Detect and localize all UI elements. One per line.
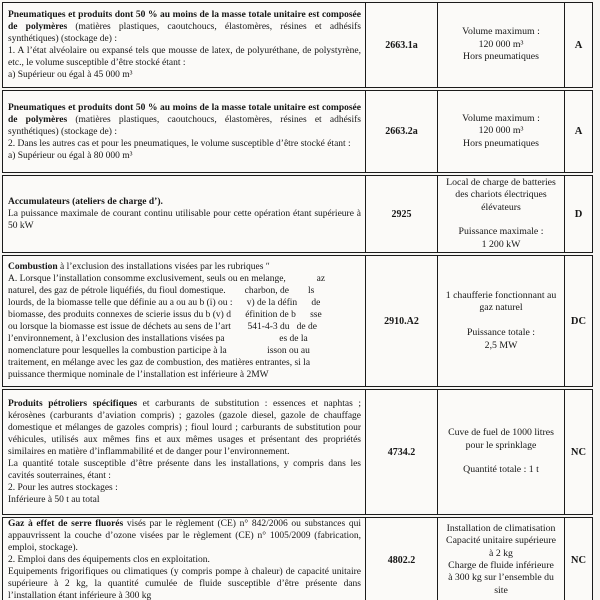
rubrique-number-text: 2663.2a — [385, 126, 418, 137]
classement-code-text: A — [574, 126, 583, 137]
details-line — [500, 214, 502, 226]
table-row — [2, 517, 593, 600]
details-line: Charge de fluide inférieure — [448, 560, 554, 571]
rubrique-number — [365, 390, 437, 514]
description-text: l’environnement, à l’exclusion des installations visées pa es de la — [8, 334, 308, 344]
description-text — [8, 196, 361, 208]
details-line: des chariots électriques — [455, 189, 547, 201]
description-lead-bold: Gaz à effet de serre fluorés — [8, 519, 124, 529]
details-line: gaz naturel — [479, 302, 523, 314]
rubrique-number — [365, 91, 437, 172]
classement-code — [564, 3, 592, 87]
classement-code — [564, 390, 592, 514]
classement-code — [564, 518, 592, 600]
row-description — [3, 91, 365, 172]
details-line: 1 chaufferie fonctionnant au — [445, 289, 557, 301]
details-line: Cuve de fuel de 1000 litres — [448, 427, 554, 439]
description-text: 2. Pour les autres stockages : — [8, 483, 118, 493]
description-text: Equipements frigorifiques ou climatiques (y compris pompe à chaleur) de capacité unitaire supérieure à 2 kg, la quantité cumulée de fluide susceptible d’être présente dans l’installation étant inférieure à 300 kg — [8, 567, 361, 600]
description-text: nomenclature pour lesquelles la combustion participe à la isson ou au — [8, 346, 310, 356]
details-line: à 2 kg — [489, 547, 513, 559]
classement-code-text: NC — [570, 446, 587, 458]
description-text: Pneumatiques et produits dont 50 % au moins de la masse totale unitaire est composée de polymères (matières plastiques, caoutchoucs, élastomères, résines et adhésifs synthétiques) (stockage de) : — [8, 102, 362, 137]
description-text: ou lorsque la biomasse est issue de déchets au sens de l’art 541-4-3 du de de — [8, 322, 317, 332]
details-line: Volume maximum : — [462, 112, 540, 124]
classement-code — [564, 256, 592, 386]
classement-code — [564, 91, 592, 172]
description-text: puissance thermique nominale de l’installation est inférieure à 2MW — [8, 370, 269, 380]
row-details — [437, 176, 564, 252]
table-row — [2, 255, 593, 387]
rubrique-number — [365, 3, 437, 87]
row-description — [3, 518, 365, 600]
table-row — [2, 389, 593, 515]
description-text: Combustion à l’exclusion des installations visées par les rubriques ʺ — [8, 262, 270, 272]
details-line: élévateurs — [481, 201, 521, 213]
classement-code-text: DC — [570, 315, 587, 327]
description-lead-bold: Pneumatiques et produits dont 50 % au moins de la masse totale unitaire est composée de polymères — [8, 102, 361, 125]
table-row — [2, 2, 593, 88]
details-line: 1 200 kW — [481, 238, 521, 250]
rubrique-number — [365, 176, 437, 252]
classement-code-text: A — [574, 39, 583, 51]
details-line: Installation de climatisation — [446, 522, 556, 534]
row-details — [437, 256, 564, 386]
description-lead-bold: Produits pétroliers spécifiques — [8, 399, 138, 409]
details-line: Volume maximum : — [462, 26, 540, 38]
details-line: 120 000 m³ — [478, 38, 524, 50]
description-text: 1. A l’état alvéolaire ou expansé tels que mousse de latex, de polyuréthane, de polystyrène, etc., le volume susceptible d’être stocké étant : — [8, 46, 361, 68]
description-text: A. Lorsque l’installation consomme exclusivement, seuls ou en melange, az — [8, 274, 326, 284]
table-row — [2, 90, 593, 173]
rubrique-number — [365, 256, 437, 386]
rubrique-number-text: 2910.A2 — [384, 315, 419, 327]
row-description — [3, 390, 365, 514]
details-line: Hors pneumatiques — [463, 51, 539, 63]
details-line: Quantité totale : 1 t — [463, 464, 539, 476]
row-details — [437, 390, 564, 514]
rubrique-number-text: 2925 — [391, 208, 412, 220]
description-text: Produits pétroliers spécifiques et carburants de substitution : essences et naphtas ; kérosènes (carburants d’aviation compris) ; gazoles (gazole diesel, gazole de chauffage domestique et mélanges de gazoles compris) ; fioul lourd ; carburants de substitution pour véhicules, utilisés aux mêmes fins et aux mêmes usages et présentant des propriétés similaires en matière d’inflammabilité et de danger pour l’environnement. — [8, 399, 361, 457]
description-text: Pneumatiques et produits dont 50 % au moins de la masse totale unitaire est composée de polymères (matières plastiques, caoutchoucs, élastomères, résines et adhésifs synthétiques) (stockage de) : — [8, 10, 362, 44]
row-description — [3, 3, 365, 87]
classement-code-text: D — [574, 208, 583, 220]
description-lead-bold: Accumulateurs (ateliers de charge d’). — [8, 197, 163, 207]
classement-code — [564, 176, 592, 252]
rubrique-number — [365, 518, 437, 600]
description-text: biomasse, des produits connexes de scierie issus du b (v) d éfinition de b sse — [8, 310, 322, 320]
description-text: a) Supérieur ou égal à 80 000 m³ — [8, 150, 133, 161]
description-lead-bold: Combustion — [8, 262, 58, 272]
details-line: Hors pneumatiques — [463, 137, 539, 149]
description-text: naturel, des gaz de pétrole liquéfiés, du fioul domestique. charbon, de ls — [8, 286, 315, 296]
row-details — [437, 3, 564, 87]
details-line: 120 000 m³ — [478, 125, 524, 137]
details-line: Puissance totale : — [466, 327, 536, 339]
details-line: site — [494, 584, 508, 596]
description-text: La quantité totale susceptible d’être présente dans les installations, y compris dans les cavités souterraines, étant : — [8, 459, 361, 481]
details-line: Puissance maximale : — [458, 226, 544, 238]
description-lead-bold: Pneumatiques et produits dont 50 % au moins de la masse totale unitaire est composée de polymères — [8, 10, 361, 32]
description-text: Gaz à effet de serre fluorés visés par le règlement (CE) n° 842/2006 ou substances qui appauvrissent la couche d’ozone visées par le règlement (CE) n° 1005/2009 (fabrication, emploi, stockage). — [8, 519, 361, 553]
rubrique-number-text: 4802.2 — [387, 554, 416, 566]
classement-code-text: NC — [570, 554, 587, 566]
details-line: Capacité unitaire supérieure — [446, 535, 556, 547]
row-details — [437, 91, 564, 172]
rubrique-number-text: 2663.1a — [385, 39, 418, 51]
table-row — [2, 175, 593, 253]
description-text: Inférieure à 50 t au total — [8, 495, 100, 505]
details-line — [500, 315, 502, 327]
rubrique-number-text: 4734.2 — [387, 446, 416, 458]
details-line: Local de charge de batteries — [446, 176, 556, 188]
details-line — [500, 452, 502, 464]
details-line: pour le sprinklage — [465, 439, 537, 451]
description-text: a) Supérieur ou égal à 45 000 m³ — [8, 70, 133, 80]
description-text: La puissance maximale de courant continu utilisable pour cette opération étant supérieure à 50 kW — [8, 209, 361, 231]
details-line: à 300 kg sur l’ensemble du — [448, 572, 554, 584]
details-line: 2,5 MW — [484, 339, 518, 351]
row-description — [3, 176, 365, 252]
description-text: 2. Emploi dans des équipements clos en exploitation. — [8, 555, 210, 565]
description-text: 2. Dans les autres cas et pour les pneumatiques, le volume susceptible d’être stocké étant : — [8, 138, 351, 149]
row-details — [437, 518, 564, 600]
row-description — [3, 256, 365, 386]
description-text: traitement, en mélange avec les gaz de combustion, des matières entrantes, si la — [8, 358, 311, 368]
description-text: lourds, de la biomasse telle que définie au a ou au b (i) ou : v) de la défin de — [8, 298, 321, 308]
